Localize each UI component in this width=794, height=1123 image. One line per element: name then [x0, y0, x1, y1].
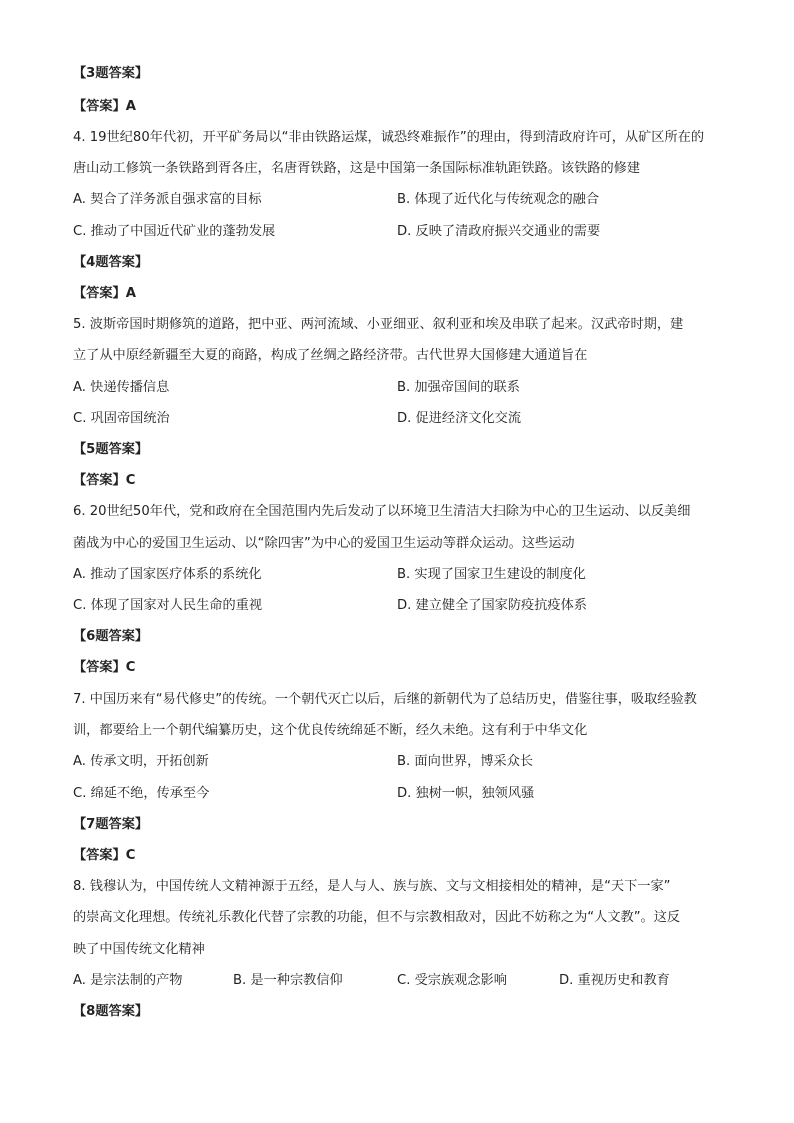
question-8-line-2: 的崇高文化理想。传统礼乐教化代替了宗教的功能，但不与宗教相敌对，因此不妨称之为“人文教”。这反	[73, 910, 681, 925]
question-5-option-c: C. 巩固帝国统治	[73, 411, 170, 426]
question-4-option-d: D. 反映了清政府振兴交通业的需要	[397, 224, 601, 239]
answer-header-6: 【6题答案】	[73, 629, 149, 644]
answer-3: 【答案】A	[73, 99, 136, 114]
question-7-line-1: 7. 中国历来有“易代修史”的传统。一个朝代灭亡以后，后继的新朝代为了总结历史，借鉴往事，吸取经验教	[73, 692, 697, 707]
question-4-line-1: 4. 19世纪80年代初，开平矿务局以“非由铁路运煤，诚恐终难振作”的理由，得到清政府许可，从矿区所在的	[73, 130, 705, 145]
answer-header-7: 【7题答案】	[73, 817, 149, 832]
question-7-option-b: B. 面向世界，博采众长	[397, 754, 534, 769]
question-4-option-a: A. 契合了洋务派自强求富的目标	[73, 192, 262, 207]
question-7-option-a: A. 传承文明，开拓创新	[73, 754, 209, 769]
answer-header-8: 【8题答案】	[73, 1004, 149, 1019]
answer-header-5: 【5题答案】	[73, 442, 149, 457]
question-8-line-3: 映了中国传统文化精神	[73, 942, 205, 957]
answer-7: 【答案】C	[73, 848, 136, 863]
question-6-option-a: A. 推动了国家医疗体系的系统化	[73, 567, 262, 582]
answer-6: 【答案】C	[73, 660, 136, 675]
question-8-option-b: B. 是一种宗教信仰	[233, 973, 343, 988]
question-4-option-b: B. 体现了近代化与传统观念的融合	[397, 192, 600, 207]
question-6-line-2: 菌战为中心的爱国卫生运动、以“除四害”为中心的爱国卫生运动等群众运动。这些运动	[73, 536, 575, 551]
question-6-line-1: 6. 20世纪50年代，党和政府在全国范围内先后发动了以环境卫生清洁大扫除为中心的卫生运动、以反美细	[73, 504, 691, 519]
question-7-line-2: 训，都要给上一个朝代编纂历史，这个优良传统绵延不断，经久未绝。这有利于中华文化	[73, 723, 588, 738]
answer-header-3: 【3题答案】	[73, 66, 149, 81]
question-4-option-c: C. 推动了中国近代矿业的蓬勃发展	[73, 224, 276, 239]
question-5-option-a: A. 快递传播信息	[73, 380, 170, 395]
question-8-line-1: 8. 钱穆认为，中国传统人文精神源于五经，是人与人、族与族、文与文相接相处的精神，是“天下一家”	[73, 879, 671, 894]
question-4-line-2: 唐山动工修筑一条铁路到胥各庄，名唐胥铁路，这是中国第一条国际标准轨距铁路。该铁路的修建	[73, 161, 641, 176]
question-5-line-1: 5. 波斯帝国时期修筑的道路，把中亚、两河流域、小亚细亚、叙利亚和埃及串联了起来。汉武帝时期，建	[73, 317, 684, 332]
question-5-line-2: 立了从中原经新疆至大夏的商路，构成了丝绸之路经济带。古代世界大国修建大通道旨在	[73, 348, 588, 363]
answer-5: 【答案】C	[73, 473, 136, 488]
question-5-option-d: D. 促进经济文化交流	[397, 411, 522, 426]
answer-4: 【答案】A	[73, 286, 136, 301]
question-8-option-a: A. 是宗法制的产物	[73, 973, 183, 988]
question-8-option-c: C. 受宗族观念影响	[397, 973, 507, 988]
question-5-option-b: B. 加强帝国间的联系	[397, 380, 520, 395]
answer-header-4: 【4题答案】	[73, 255, 149, 270]
question-6-option-c: C. 体现了国家对人民生命的重视	[73, 598, 263, 613]
question-7-option-d: D. 独树一帜，独领风骚	[397, 786, 535, 801]
question-8-option-d: D. 重视历史和教育	[559, 973, 670, 988]
question-6-option-b: B. 实现了国家卫生建设的制度化	[397, 567, 586, 582]
question-6-option-d: D. 建立健全了国家防疫抗疫体系	[397, 598, 587, 613]
question-7-option-c: C. 绵延不绝，传承至今	[73, 786, 210, 801]
